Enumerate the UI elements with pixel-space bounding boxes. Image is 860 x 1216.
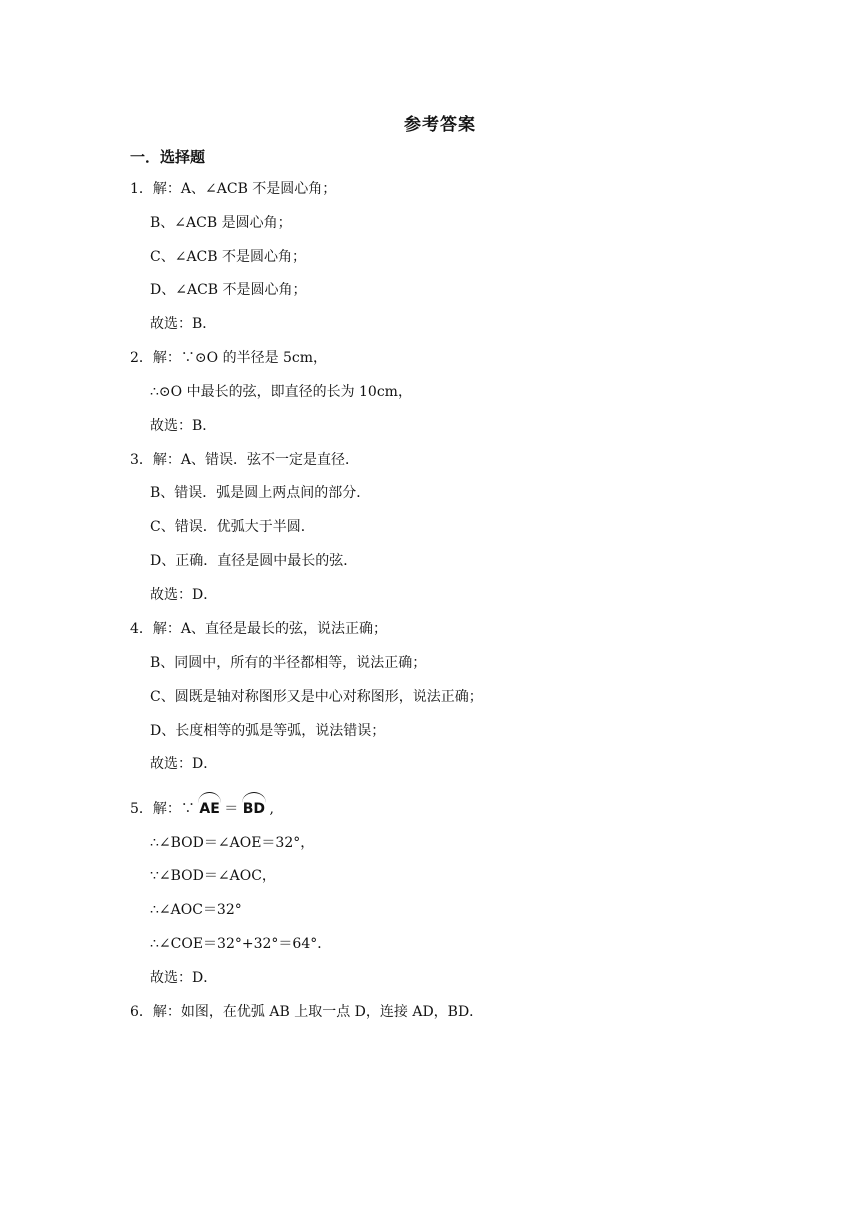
arc-bd: BD [243, 795, 265, 819]
answer-line-prefix: 5．解：∵ [130, 801, 195, 817]
answer-line: D、∠ACB 不是圆心角； [150, 282, 307, 298]
answer-line: 故选：B． [150, 418, 217, 434]
answer-line: D、长度相等的弧是等弧，说法错误； [150, 723, 386, 739]
answer-line: 故选：D． [150, 970, 218, 986]
answer-line: 故选：D． [150, 587, 218, 603]
answer-line: 故选：B． [150, 316, 217, 332]
answer-line: ∴∠BOD＝∠AOE＝32°， [150, 835, 315, 851]
answer-line: C、圆既是轴对称图形又是中心对称图形，说法正确； [150, 689, 483, 705]
answer-line: 6．解：如图，在优弧 AB 上取一点 D，连接 AD，BD． [130, 1004, 484, 1020]
answer-line: B、同圆中，所有的半径都相等，说法正确； [150, 655, 427, 671]
answer-line: ∴∠COE＝32°+32°＝64°． [150, 936, 332, 952]
answer-line: ∵∠BOD＝∠AOC， [150, 868, 276, 884]
arc-ae: AE [199, 795, 219, 819]
section-heading: 一．选择题 [130, 148, 206, 166]
answer-line-arc [130, 795, 274, 819]
answer-line: 4．解：A、直径是最长的弦，说法正确； [130, 621, 388, 637]
answer-line: ∴⊙O 中最长的弦，即直径的长为 10cm， [150, 384, 412, 400]
answer-line: C、∠ACB 不是圆心角； [150, 249, 307, 265]
answer-line: C、错误．优弧大于半圆． [150, 519, 315, 535]
answer-line: 1．解：A、∠ACB 不是圆心角； [130, 181, 337, 197]
answer-line: B、∠ACB 是圆心角； [150, 215, 292, 231]
answer-line: D、正确．直径是圆中最长的弦． [150, 553, 358, 569]
answer-line: ∴∠AOC＝32° [150, 902, 242, 918]
answer-line: 故选：D． [150, 756, 218, 772]
answer-line: B、错误．弧是圆上两点间的部分． [150, 485, 371, 501]
answer-line: 3．解：A、错误．弦不一定是直径． [130, 452, 360, 468]
equals-sign: ＝ [224, 801, 239, 817]
comma: , [269, 801, 274, 817]
answer-line: 2．解：∵⊙O 的半径是 5cm， [130, 350, 328, 366]
page-title: 参考答案 [404, 115, 476, 135]
